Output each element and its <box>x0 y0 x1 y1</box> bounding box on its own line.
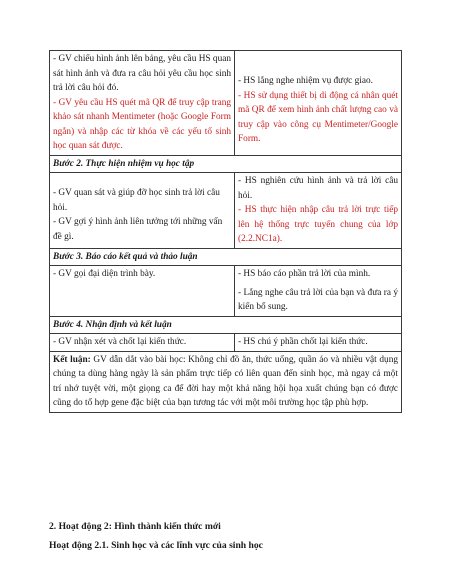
conclusion-label: Kết luận: <box>53 354 91 365</box>
student-listen: - HS lắng nghe nhiệm vụ được giao. <box>238 76 373 86</box>
student-online-answer: - HS thực hiện nhập câu trả lời trực tiếp lên hệ thống trực tuyến chung của lớp (2.2.NC1a). <box>238 205 398 244</box>
teacher-cell <box>50 266 235 317</box>
teacher-call-rep: - GV gọi đại diện trình bày. <box>53 269 156 279</box>
step4-row <box>50 334 402 352</box>
teacher-cell <box>50 51 235 156</box>
teacher-summary: - GV nhận xét và chốt lại kiến thức. <box>53 337 187 347</box>
student-report: - HS báo cáo phần trả lời của mình. <box>238 269 371 279</box>
step4-heading-row <box>50 316 402 334</box>
teacher-cell <box>50 173 235 249</box>
student-cell <box>235 51 402 156</box>
student-cell <box>235 334 402 352</box>
step2-row <box>50 173 402 249</box>
step3-row <box>50 266 402 317</box>
student-research: - HS nghiên cứu hình ảnh và trả lời câu hỏi. <box>238 176 398 201</box>
activity-heading: 2. Hoạt động 2: Hình thành kiến thức mới <box>49 521 221 532</box>
step2-heading-row <box>50 155 402 173</box>
conclusion-text: GV dẫn dắt vào bài học: Không chỉ đồ ăn, thức uống, quần áo và nhiều vật dụng chúng ta dùng hàng ngày là sản phẩm trực tiếp có liên quan đến sinh học, mà ngay cả một trí nhớ tuyệt vời, một giọng ca để đời hay một khả năng hội họa xuất chúng bạn có được cũng do tổ hợp gene đặc biệt của bạn tương tác với một môi trường học tập phù hợp. <box>53 354 398 408</box>
step1-row <box>50 51 402 156</box>
conclusion-cell <box>50 351 402 412</box>
student-cell <box>235 173 402 249</box>
teacher-qr-instruction: - GV yêu cầu HS quét mã QR để truy cập trang khảo sát nhanh Mentimeter (hoặc Google Form ngắn) và nhập các từ khóa về các yếu tố sinh học quan sát được. <box>53 97 231 151</box>
teacher-observe: - GV quan sát và giúp đỡ học sinh trả lời câu hỏi. <box>53 188 220 213</box>
teacher-cell <box>50 334 235 352</box>
teacher-hint: - GV gợi ý hình ảnh liên tưởng tới những vấn đề gì. <box>53 217 223 242</box>
step3-heading-row <box>50 248 402 266</box>
lesson-table <box>49 50 402 413</box>
student-attention: - HS chú ý phần chốt lại kiến thức. <box>238 337 368 347</box>
step2-heading: Bước 2. Thực hiện nhiệm vụ học tập <box>50 155 402 173</box>
step4-heading: Bước 4. Nhận định và kết luận <box>50 316 402 334</box>
teacher-instruction: - GV chiếu hình ảnh lên bảng, yêu cầu HS quan sát hình ảnh và đưa ra câu hỏi yêu cầu học sinh trả lời câu hỏi đó. <box>53 54 231 93</box>
student-listen-peers: - Lắng nghe câu trả lời của bạn và đưa ra ý kiến bổ sung. <box>238 287 398 312</box>
conclusion-row <box>50 351 402 412</box>
student-qr-action: - HS sử dụng thiết bị di động cá nhân quét mã QR để xem hình ảnh chất lượng cao và truy cập vào công cụ Mentimeter/Google Form. <box>238 90 398 144</box>
step3-heading: Bước 3. Báo cáo kết quả và thảo luận <box>50 248 402 266</box>
student-cell <box>235 266 402 317</box>
subactivity-heading: Hoạt động 2.1. Sinh học và các lĩnh vực của sinh học <box>49 540 263 551</box>
